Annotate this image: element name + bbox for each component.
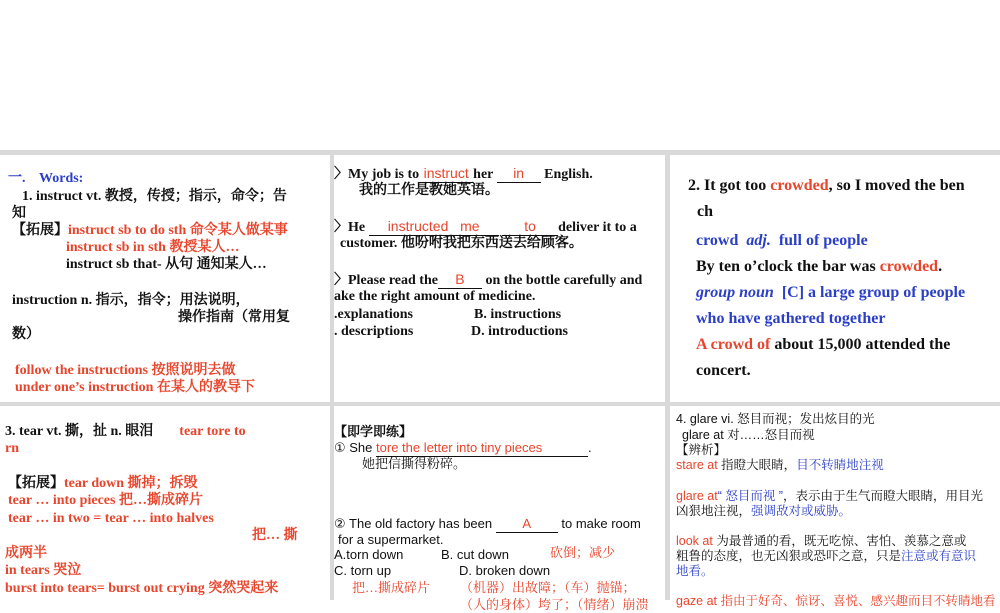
- panel-exercise-tear: [334, 406, 665, 612]
- practice-note-d: （机器）出故障；（车）抛锚；: [460, 580, 636, 595]
- phrase-follow: follow the instructions 按照说明去做: [15, 363, 236, 378]
- look-at-line: look at 为最普通的看，既无吃惊、害怕、羡慕之意或: [676, 534, 967, 548]
- tear-extension-3: tear … in two = tear … into halves: [8, 511, 214, 526]
- question-2: 〉He instructed me to deliver it to a: [334, 218, 637, 235]
- practice-question-2: ② The old factory has been A to make room: [334, 516, 641, 531]
- definition-crowd-noun-cont: who have gathered together: [696, 310, 886, 327]
- practice-question-2-line-2: for a supermarket.: [338, 532, 444, 547]
- tear-extension-4: in tears 哭泣: [5, 563, 82, 578]
- extension-line-3: instruct sb that- 从句 通知某人…: [66, 257, 267, 272]
- question-2-line-2: customer. 他吩咐我把东西送去给顾客。: [340, 236, 583, 251]
- extension-line-1: 【拓展】instruct sb to do sth 命令某人做某事: [12, 223, 288, 238]
- entry-glare: 4. glare vi. 怒目而视；发出炫目的光: [676, 412, 875, 426]
- extension-line-2: instruct sb in sth 教授某人…: [66, 240, 240, 255]
- stare-at-line: stare at 指瞪大眼睛，目不转睛地注视: [676, 458, 884, 472]
- glare-at-line: glare at“ 怒目而视 ”，表示由于生气而瞪大眼睛，用目光: [676, 489, 983, 503]
- definition-crowd-noun: group noun [C] a large group of people: [696, 284, 966, 301]
- example-crowd-of: A crowd of about 15,000 attended the: [696, 336, 951, 353]
- discrimination-label: 【辨析】: [676, 443, 727, 457]
- noun-instruction-cont2: 数）: [12, 327, 40, 342]
- practice-label: 【即学即练】: [334, 424, 413, 439]
- entry-glare-at: glare at 对……怒目而视: [682, 428, 815, 442]
- option-c: . descriptions: [334, 324, 414, 339]
- tear-extension-3-cn: 把… 撕: [252, 528, 298, 543]
- example-crowded: By ten o’clock the bar was crowded.: [696, 258, 943, 275]
- glare-at-line-cont: 凶狠地注视，强调敌对或威胁。: [676, 504, 852, 518]
- tear-extension-2: tear … into pieces 把…撕成碎片: [8, 493, 203, 508]
- panel-words-instruct: [0, 155, 330, 402]
- tear-extension-5: burst into tears= burst out crying 突然哭起来: [5, 581, 279, 596]
- practice-question-1-translation: 她把信撕得粉碎。: [362, 456, 467, 471]
- question-3-line-2: ake the right amount of medicine.: [334, 289, 536, 304]
- question-1-translation: 我的工作是教她英语。: [359, 183, 499, 198]
- practice-note-a: 把…撕成碎片: [352, 580, 431, 595]
- look-at-line-cont: 粗鲁的态度，也无凶狠或恐吓之意，只是注意或有意识: [676, 549, 977, 563]
- definition-crowd-adj: crowd adj. full of people: [696, 232, 868, 249]
- practice-option-a: A.torn down: [334, 547, 404, 562]
- tear-extension-3-cn-cont: 成两半: [5, 546, 47, 561]
- practice-option-b: B. cut down: [441, 547, 509, 562]
- practice-option-b-note: 砍倒；减少: [550, 545, 616, 560]
- practice-option-d: D. broken down: [459, 563, 551, 578]
- phrase-under: under one’s instruction 在某人的教导下: [15, 380, 255, 395]
- look-at-line-cont2: 地看。: [676, 564, 714, 578]
- practice-note-d-cont: （人的身体）垮了；（情绪）崩溃: [460, 597, 649, 612]
- option-b: B. instructions: [474, 307, 562, 322]
- noun-instruction: instruction n. 指示，指令；用法说明，: [12, 293, 250, 308]
- question-3: 〉Please read the B on the bottle carefully and: [334, 271, 643, 288]
- question-1: 〉My job is to instruct her in English.: [334, 165, 593, 182]
- option-d: D. introductions: [471, 324, 568, 339]
- sentence-crowded-cont: ch: [697, 203, 713, 220]
- panel-crowd: [670, 155, 1000, 402]
- section-heading: 一. Words:: [8, 171, 84, 186]
- panel-tear: [0, 406, 330, 600]
- gaze-at-line-partial: gaze at 指由于好奇、惊讶、喜悦、感兴趣而目不转睛地看: [676, 594, 996, 608]
- option-a: .explanations: [334, 307, 413, 322]
- panel-exercise-instruct: [334, 155, 665, 402]
- entry-tear-cont: rn: [5, 441, 19, 456]
- entry-tear: 3. tear vt. 撕，扯 n. 眼泪 tear tore to: [5, 424, 246, 439]
- practice-question-1: ① She tore the letter into tiny pieces .: [334, 440, 592, 455]
- practice-option-c: C. torn up: [334, 563, 392, 578]
- example-crowd-of-cont: concert.: [696, 362, 751, 379]
- entry-instruct-cont: 知: [12, 206, 26, 221]
- entry-instruct: 1. instruct vt. 教授，传授；指示，命令；告: [22, 189, 287, 204]
- noun-instruction-cont: 操作指南（常用复: [178, 310, 290, 325]
- sentence-crowded: 2. It got too crowded, so I moved the ben: [688, 177, 965, 194]
- tear-extension-1: 【拓展】tear down 撕掉；拆毁: [8, 476, 198, 491]
- panel-glare: [670, 406, 1000, 608]
